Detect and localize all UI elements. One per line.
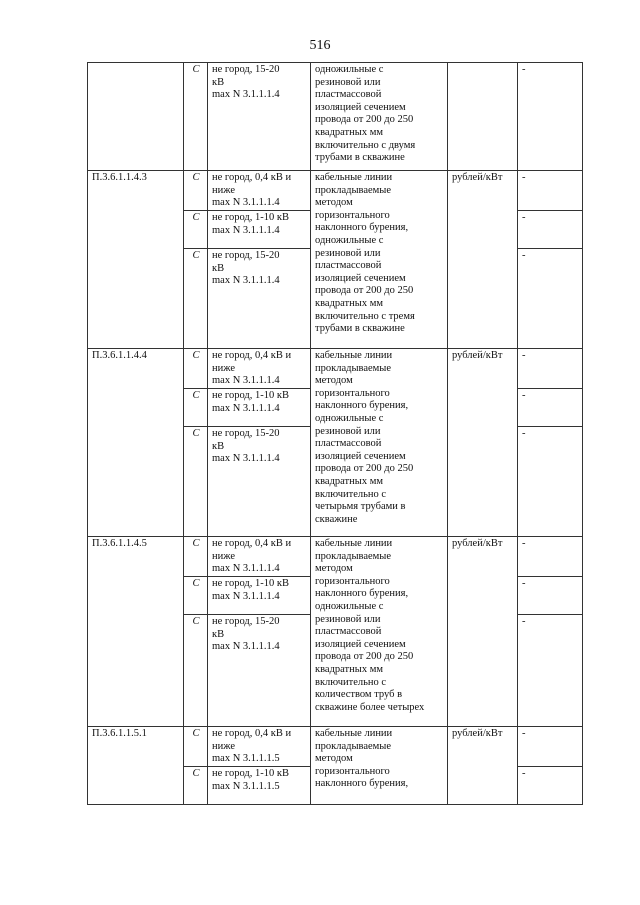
- table-row: [88, 349, 583, 389]
- table-row: [88, 171, 583, 211]
- description-cell: кабельные линии прокладываемые методом горизонтального наклонного бурения, одножильные с резиновой или пластмассовой изоляцией сечением провода от 200 до 250 квадратных мм включительно с четырьмя трубами в скважине: [311, 349, 448, 537]
- category-cell: С: [184, 727, 208, 767]
- condition-cell: не город, 15-20 кВ max N 3.1.1.1.4: [208, 427, 311, 537]
- item-code-cell: П.3.6.1.1.4.4: [88, 349, 184, 537]
- category-cell: С: [184, 537, 208, 577]
- category-cell: С: [184, 577, 208, 615]
- category-cell: С: [184, 171, 208, 211]
- condition-cell: не город, 15-20 кВ max N 3.1.1.1.4: [208, 63, 311, 171]
- value-cell: -: [518, 389, 583, 427]
- value-cell: -: [518, 537, 583, 577]
- condition-cell: не город, 0,4 кВ и ниже max N 3.1.1.1.4: [208, 537, 311, 577]
- condition-cell: не город, 1-10 кВ max N 3.1.1.1.4: [208, 211, 311, 249]
- table-row: [88, 63, 583, 171]
- description-cell: кабельные линии прокладываемые методом горизонтального наклонного бурения, одножильные с резиновой или пластмассовой изоляцией сечением провода от 200 до 250 квадратных мм включительно с тремя трубами в скважине: [311, 171, 448, 349]
- value-cell: -: [518, 615, 583, 727]
- value-cell: -: [518, 727, 583, 767]
- category-cell: С: [184, 249, 208, 349]
- item-code-cell: П.3.6.1.1.4.5: [88, 537, 184, 727]
- unit-cell: рублей/кВт: [448, 171, 518, 349]
- value-cell: -: [518, 249, 583, 349]
- tariff-table: [87, 62, 583, 805]
- value-cell: -: [518, 171, 583, 211]
- table-body: [88, 63, 583, 805]
- category-cell: С: [184, 767, 208, 805]
- category-cell: С: [184, 615, 208, 727]
- category-cell: С: [184, 349, 208, 389]
- item-code-cell: П.3.6.1.1.5.1: [88, 727, 184, 805]
- condition-cell: не город, 0,4 кВ и ниже max N 3.1.1.1.4: [208, 171, 311, 211]
- value-cell: -: [518, 349, 583, 389]
- description-cell: кабельные линии прокладываемые методом горизонтального наклонного бурения, одножильные с резиновой или пластмассовой изоляцией сечением провода от 200 до 250 квадратных мм включительно с количеством труб в скважине более четырех: [311, 537, 448, 727]
- item-code-cell: [88, 63, 184, 171]
- value-cell: -: [518, 767, 583, 805]
- item-code-cell: П.3.6.1.1.4.3: [88, 171, 184, 349]
- condition-cell: не город, 0,4 кВ и ниже max N 3.1.1.1.4: [208, 349, 311, 389]
- description-cell: кабельные линии прокладываемые методом горизонтального наклонного бурения,: [311, 727, 448, 805]
- table-row: [88, 727, 583, 767]
- value-cell: -: [518, 63, 583, 171]
- table-row: [88, 537, 583, 577]
- unit-cell: рублей/кВт: [448, 537, 518, 727]
- value-cell: -: [518, 427, 583, 537]
- category-cell: С: [184, 389, 208, 427]
- category-cell: С: [184, 211, 208, 249]
- unit-cell: рублей/кВт: [448, 349, 518, 537]
- condition-cell: не город, 15-20 кВ max N 3.1.1.1.4: [208, 615, 311, 727]
- category-cell: С: [184, 427, 208, 537]
- condition-cell: не город, 1-10 кВ max N 3.1.1.1.5: [208, 767, 311, 805]
- unit-cell: [448, 63, 518, 171]
- condition-cell: не город, 1-10 кВ max N 3.1.1.1.4: [208, 577, 311, 615]
- condition-cell: не город, 1-10 кВ max N 3.1.1.1.4: [208, 389, 311, 427]
- category-cell: С: [184, 63, 208, 171]
- unit-cell: рублей/кВт: [448, 727, 518, 805]
- value-cell: -: [518, 211, 583, 249]
- condition-cell: не город, 0,4 кВ и ниже max N 3.1.1.1.5: [208, 727, 311, 767]
- page-number: 516: [309, 38, 331, 53]
- description-cell: одножильные с резиновой или пластмассовой изоляцией сечением провода от 200 до 250 квадратных мм включительно с двумя трубами в скважине: [311, 63, 448, 171]
- condition-cell: не город, 15-20 кВ max N 3.1.1.1.4: [208, 249, 311, 349]
- value-cell: -: [518, 577, 583, 615]
